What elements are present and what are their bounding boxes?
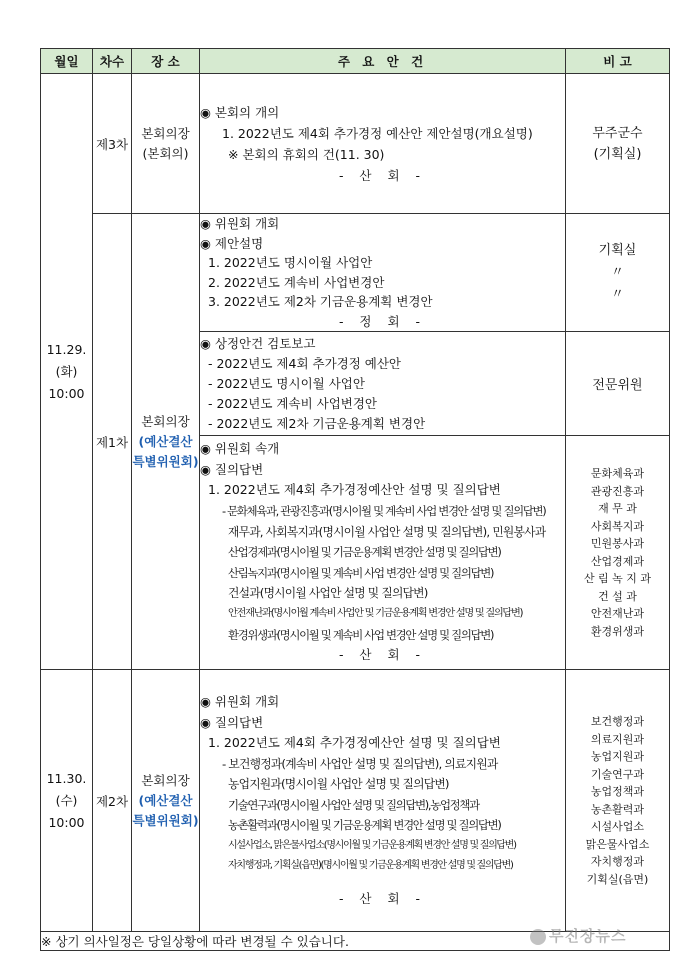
header-session: 차수 (93, 49, 132, 74)
remarks-cell (566, 214, 670, 332)
agenda-line: - 2022년도 제2차 기금운용계획 변경안 (208, 415, 426, 431)
remark-line: 기획실 (598, 242, 637, 258)
remark-line: 사회복지과 (590, 519, 645, 533)
agenda-line: ◉ 위원회 속개 (200, 441, 280, 457)
agenda-line: 2. 2022년도 계속비 사업변경안 (208, 274, 385, 290)
table-row (41, 74, 670, 214)
remark-line: 무주군수 (592, 125, 643, 141)
agenda-line: 1. 2022년도 제4회 추가경정예산안 설명 및 질의답변 (208, 482, 501, 498)
place-line: 특별위원회) (132, 453, 199, 469)
remark-line: 시설사업소 (590, 820, 645, 833)
remarks-cell (566, 436, 670, 670)
agenda-line: 기술연구과(명시이월 사업안 설명 및 질의답변),농업정책과 (228, 797, 479, 812)
agenda-line: - 정 회 - (338, 313, 427, 329)
agenda-line: - 2022년도 명시이월 사업안 (208, 375, 365, 391)
place-line: (예산결산 (138, 433, 193, 449)
agenda-cell (200, 670, 566, 932)
agenda-line: 농촌활력과(명시이월 및 기금운용계획 변경안 설명 및 질의답변) (228, 818, 501, 832)
place-line: 본회의장 (141, 125, 190, 141)
session-cell: 제3차 (93, 74, 132, 214)
remark-line: 〃 (610, 286, 624, 302)
agenda-line: ◉ 질의답변 (200, 461, 264, 477)
date-time: 10:00 (48, 385, 85, 401)
remark-line: 기획실(읍면) (586, 872, 649, 886)
agenda-line: 농업지원과(명시이월 사업안 설명 및 질의답변) (228, 777, 449, 791)
agenda-line: - 보건행정과(계속비 사업안 설명 및 질의답변), 의료지원과 (222, 756, 498, 771)
remarks-cell: 전문위원 (566, 332, 670, 436)
watermark (530, 925, 626, 946)
header-date: 월일 (41, 49, 93, 74)
agenda-line: 자치행정과, 기획실(읍면)(명시이월 및 기금운용계획 변경안 설명 및 질의답변) (228, 860, 513, 871)
place-line: (예산결산 (138, 792, 193, 808)
place-cell (132, 214, 200, 670)
remark-line: 안전재난과 (590, 607, 645, 620)
remark-line: 산업경제과 (590, 554, 645, 568)
agenda-line: ※ 본회의 휴회의 건(11. 30) (228, 146, 385, 162)
agenda-line: ◉ 위원회 개회 (200, 694, 280, 709)
date-day: 11.29. (46, 341, 87, 357)
remarks-cell (566, 670, 670, 932)
agenda-line: 1. 2022년도 제4회 추가경정 예산안 제안설명(개요설명) (222, 125, 533, 141)
place-line: 본회의장 (141, 772, 190, 788)
agenda-line: 산림녹지과(명시이월 및 계속비 사업 변경안 설명 및 질의답변) (228, 565, 494, 580)
agenda-line: - 문화체육과, 관광진흥과(명시이월 및 계속비 사업 변경안 설명 및 질의답변) (222, 504, 546, 519)
agenda-line: 산업경제과(명시이월 및 기금운용계획 변경안 설명 및 질의답변) (228, 545, 501, 560)
remark-line: 관광진흥과 (590, 484, 645, 498)
agenda-line: - 산 회 - (338, 647, 427, 663)
agenda-line: - 2022년도 계속비 사업변경안 (208, 395, 377, 411)
agenda-line: ◉ 제안설명 (200, 235, 264, 251)
remark-line: 자치행정과 (590, 855, 645, 868)
agenda-line: 재무과, 사회복지과(명시이월 사업안 설명 및 질의답변), 민원봉사과 (228, 524, 546, 539)
header-agenda: 주 요 안 건 (200, 49, 566, 74)
agenda-cell (200, 436, 566, 670)
agenda-line: ◉ 상정안건 검토보고 (200, 335, 316, 351)
agenda-cell (200, 214, 566, 332)
place-line: (본회의) (142, 145, 189, 161)
agenda-line: 1. 2022년도 명시이월 사업안 (208, 255, 373, 270)
schedule-table (40, 48, 670, 951)
remark-line: 농촌활력과 (590, 802, 645, 816)
remark-line: 문화체육과 (590, 467, 645, 480)
remarks-cell (566, 74, 670, 214)
place-cell (132, 74, 200, 214)
session-cell: 제1차 (93, 214, 132, 670)
remark-line: 재 무 과 (598, 502, 637, 515)
date-weekday: (화) (55, 363, 78, 379)
date-time: 10:00 (48, 814, 85, 830)
place-line: 본회의장 (141, 413, 190, 429)
agenda-cell (200, 74, 566, 214)
agenda-line: ◉ 본회의 개의 (200, 104, 280, 120)
agenda-line: ◉ 위원회 개회 (200, 216, 280, 231)
agenda-line: - 산 회 - (338, 890, 427, 906)
agenda-cell (200, 332, 566, 436)
table-row (41, 214, 670, 332)
remark-line: (기획실) (593, 146, 642, 162)
agenda-line: 건설과(명시이월 사업안 설명 및 질의답변) (228, 586, 428, 601)
agenda-line: 환경위생과(명시이월 및 계속비 사업 변경안 설명 및 질의답변) (228, 627, 494, 642)
agenda-line: 1. 2022년도 제4회 추가경정예산안 설명 및 질의답변 (208, 735, 501, 750)
watermark-text: 무진장뉴스 (549, 927, 627, 945)
place-cell (132, 670, 200, 932)
remark-line: 산 림 녹 지 과 (583, 572, 652, 585)
remark-line: 〃 (610, 264, 624, 280)
remark-line: 농업정책과 (590, 785, 645, 798)
remark-line: 민원봉사과 (590, 537, 645, 550)
place-line: 특별위원회) (132, 812, 199, 828)
agenda-line: - 산 회 - (338, 167, 427, 183)
header-row (41, 49, 670, 74)
agenda-line: 시설사업소, 맑은물사업소(명시이월 및 기금운용계획 변경안 설명 및 질의답변) (228, 839, 516, 851)
footer-note: ※ 상기 의사일정은 당일상황에 따라 변경될 수 있습니다. (41, 932, 670, 951)
watermark-logo-icon (530, 929, 546, 945)
date-cell (41, 74, 93, 670)
table-row (41, 670, 670, 932)
remark-line: 맑은물사업소 (585, 837, 650, 851)
agenda-line: 3. 2022년도 제2차 기금운용계획 변경안 (208, 294, 433, 309)
session-cell: 제2차 (93, 670, 132, 932)
remark-line: 농업지원과 (590, 750, 645, 763)
remark-line: 건 설 과 (598, 589, 637, 603)
header-place: 장 소 (132, 49, 200, 74)
agenda-line: 안전재난과(명시이월 계속비 사업안 및 기금운용계획 변경안 설명 및 질의답변) (228, 607, 523, 619)
agenda-line: ◉ 질의답변 (200, 714, 264, 730)
remark-line: 환경위생과 (590, 624, 645, 638)
date-day: 11.30. (46, 770, 87, 786)
date-weekday: (수) (55, 792, 78, 808)
date-cell (41, 670, 93, 932)
remark-line: 의료지원과 (590, 732, 645, 746)
header-remarks: 비 고 (566, 49, 670, 74)
agenda-line: - 2022년도 제4회 추가경정 예산안 (208, 355, 401, 371)
remark-line: 기술연구과 (590, 767, 645, 781)
remark-line: 보건행정과 (590, 715, 645, 728)
